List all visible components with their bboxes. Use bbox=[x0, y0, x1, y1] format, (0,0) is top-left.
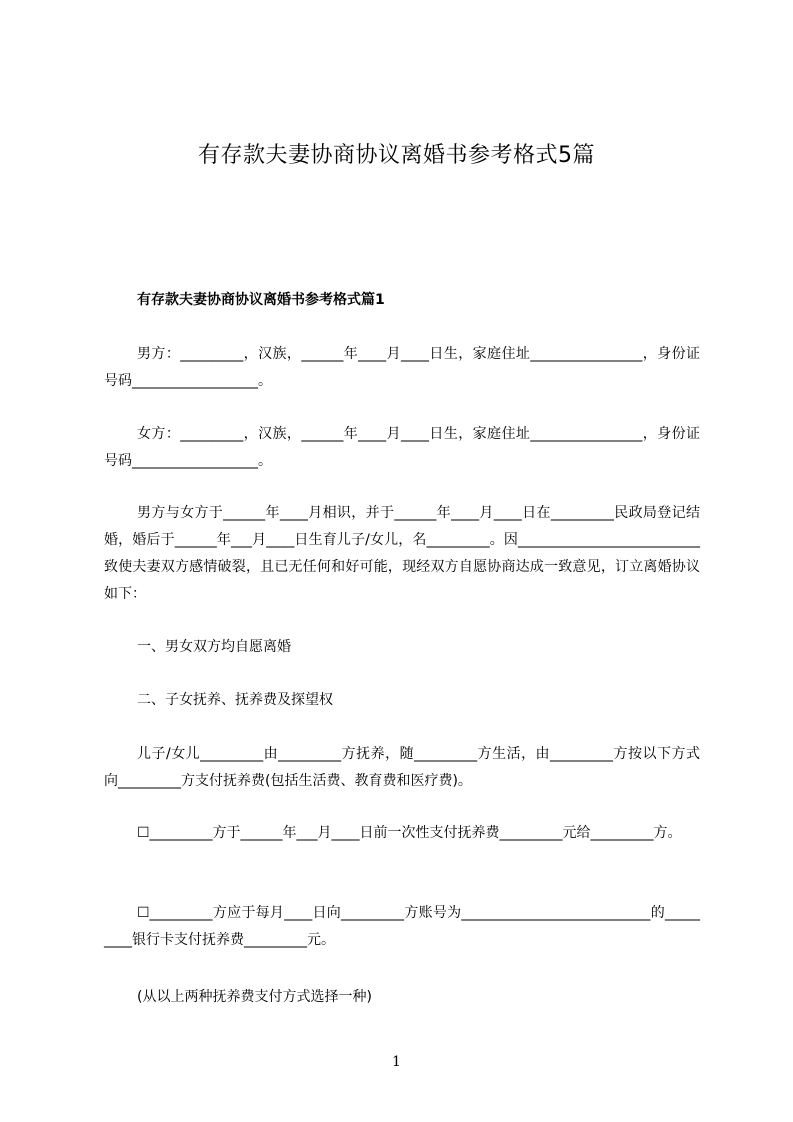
monthly-option-paragraph: ☐_________方应于每月____日向_________方账号为___________________________的_________银行卡支付抚养费_________元。 bbox=[104, 905, 700, 948]
document-title: 有存款夫妻协商协议离婚书参考格式5篇 bbox=[198, 143, 595, 168]
clause-two-heading: 二、子女抚养、抚养费及探望权 bbox=[137, 692, 333, 708]
page-number: 1 bbox=[392, 1054, 401, 1070]
child-custody-paragraph: 儿子/女儿_________由_________方抚养，随_________方生活，由_________方按以下方式向_________方支付抚养费(包括生活费、教育费和医疗费)。 bbox=[104, 746, 700, 789]
male-party-paragraph: 男方：_________，汉族，______年____月____日生，家庭住址________________，身份证号码__________________。 bbox=[104, 346, 700, 389]
lump-sum-option-paragraph: ☐_________方于______年___月____日前一次性支付抚养费_________元给_________方。 bbox=[137, 825, 682, 841]
female-party-paragraph: 女方：_________，汉族，______年____月____日生，家庭住址________________，身份证号码__________________。 bbox=[104, 426, 700, 469]
clause-one-heading: 一、男女双方均自愿离婚 bbox=[137, 639, 291, 655]
marriage-background-paragraph: 男方与女方于______年____月相识，并于______年____月____日在_________民政局登记结婚，婚后于______年___月____日生育儿子/女儿，名_________。因__________________________致使夫妻双方感情破裂，且已无任何和好可能，现经双方自愿协商达成一致意见，订立离婚协议如下： bbox=[104, 505, 700, 602]
section-title: 有存款夫妻协商协议离婚书参考格式篇1 bbox=[137, 292, 385, 308]
payment-option-note: (从以上两种抚养费支付方式选择一种) bbox=[137, 989, 372, 1005]
